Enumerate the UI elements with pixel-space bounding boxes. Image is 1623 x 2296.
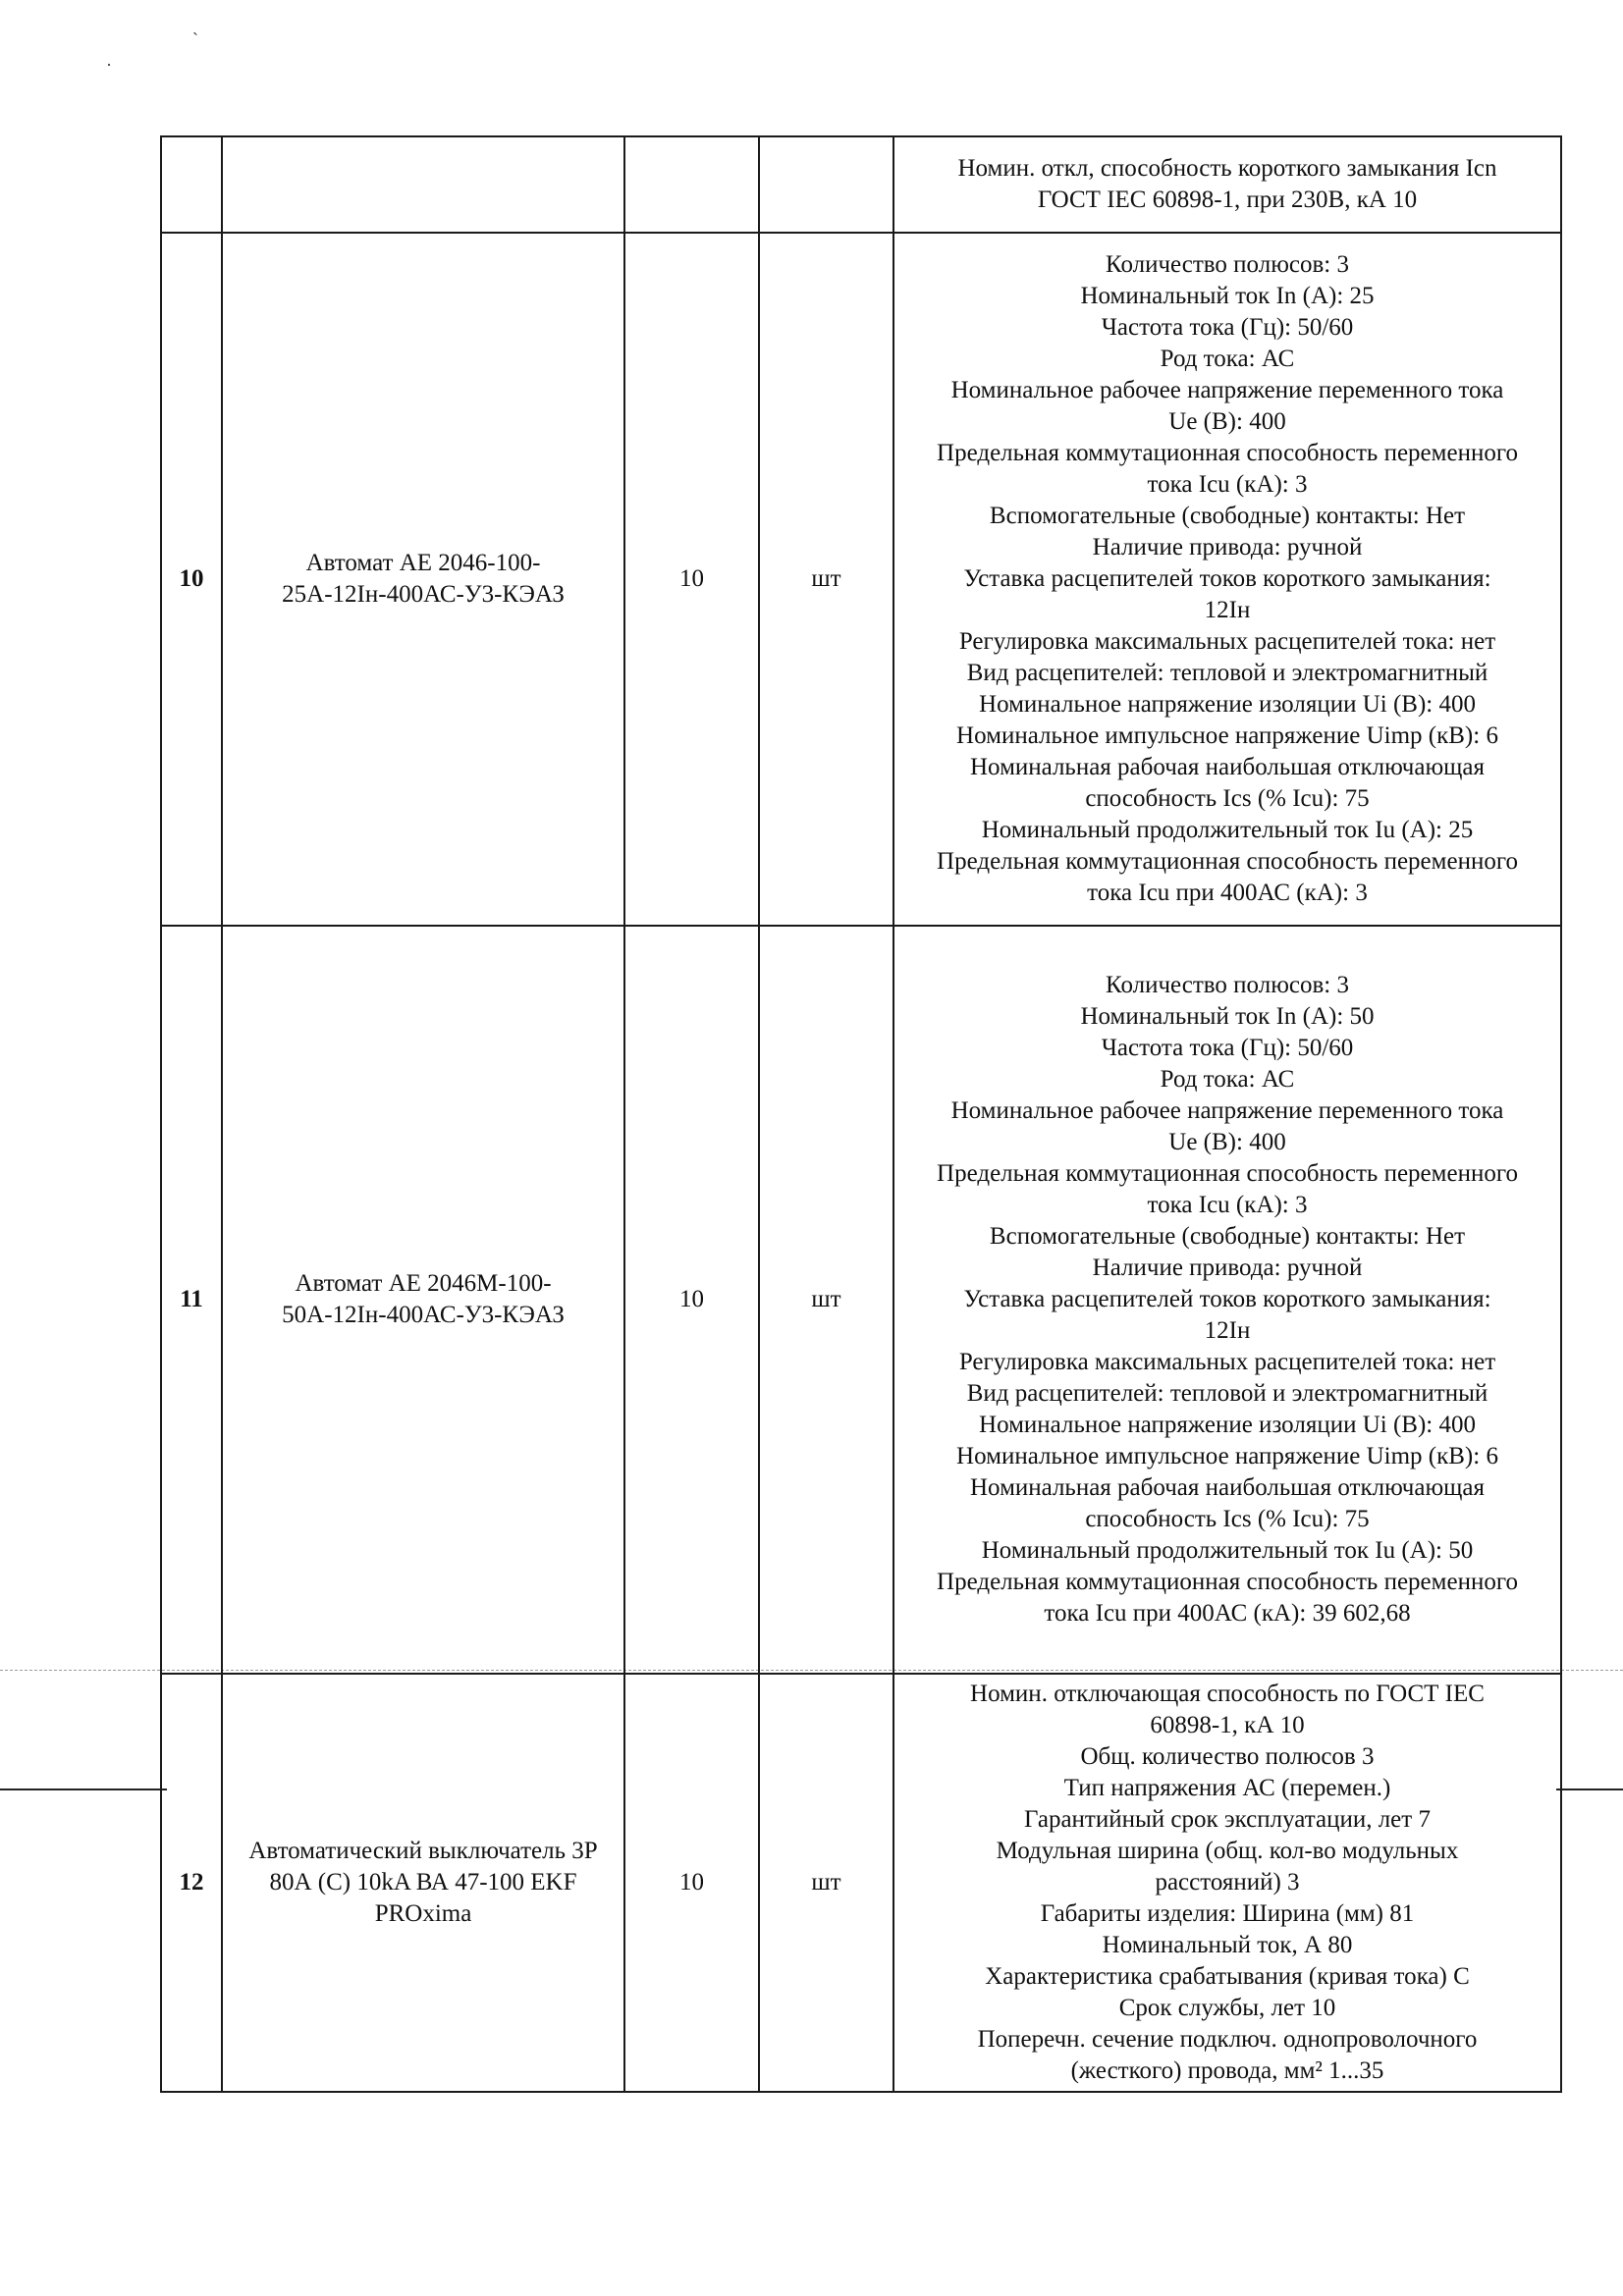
item-quantity: 10: [624, 926, 759, 1674]
spec-line: тока Icu (кА): 3: [1147, 1192, 1308, 1218]
spec-line: Номинальная рабочая наибольшая отключающая: [969, 754, 1485, 780]
table-row: [161, 926, 1561, 1674]
spec-line: Номинальное напряжение изоляции Ui (В): 400: [979, 691, 1476, 718]
spec-line: Наличие привода: ручной: [1092, 534, 1363, 561]
spec-line: Номинальное рабочее напряжение переменного тока: [950, 1097, 1504, 1124]
item-name: Автомат АЕ 2046-100-25А-12Iн-400АС-У3-КЭАЗ: [222, 233, 624, 926]
item-quantity: 10: [624, 1674, 759, 2092]
spec-line: Вспомогательные (свободные) контакты: Нет: [989, 503, 1466, 529]
spec-line: Характеристика срабатывания (кривая тока) С: [985, 1963, 1470, 1990]
row-number: 11: [161, 926, 222, 1674]
spec-line: Частота тока (Гц): 50/60: [1101, 314, 1354, 341]
spec-line: Номинальный ток, А 80: [1102, 1932, 1353, 1958]
spec-line: Ue (В): 400: [1168, 1129, 1286, 1155]
spec-line: Количество полюсов: 3: [1106, 251, 1349, 278]
table-row: [161, 1674, 1561, 2092]
item-name: Автоматический выключатель 3Р 80А (С) 10kA ВА 47-100 EKF PROxima: [222, 1674, 624, 2092]
spec-line: Номинальный продолжительный ток Iu (А): 50: [981, 1537, 1474, 1564]
spec-line: Предельная коммутационная способность переменного: [937, 440, 1518, 466]
spec-line: Номинальный продолжительный ток Iu (А): 25: [981, 817, 1474, 843]
item-name: Автомат АЕ 2046М-100-50А-12Iн-400АС-У3-КЭАЗ: [222, 926, 624, 1674]
scan-speck: ·: [106, 55, 112, 75]
spec-line: Номин. отключающая способность по ГОСТ IEC: [970, 1681, 1485, 1707]
spec-line: Тип напряжения АС (перемен.): [1063, 1775, 1391, 1801]
spec-line: Род тока: АС: [1160, 346, 1295, 372]
spec-line: Регулировка максимальных расцепителей тока: нет: [958, 628, 1496, 655]
spec-line: способность Ics (% Icu): 75: [1085, 1506, 1370, 1532]
item-specification: [893, 1674, 1561, 2092]
specification-table: [160, 135, 1562, 2093]
cell-qty: [624, 136, 759, 233]
spec-line: способность Ics (% Icu): 75: [1085, 785, 1370, 812]
spec-line: расстояний) 3: [1155, 1869, 1300, 1896]
spec-line: Предельная коммутационная способность переменного: [937, 848, 1518, 875]
cell-num: [161, 136, 222, 233]
spec-line: Уставка расцепителей токов короткого замыкания:: [963, 565, 1491, 592]
spec-line: тока Icu при 400АС (кА): 3: [1087, 880, 1368, 906]
item-quantity: 10: [624, 233, 759, 926]
scan-solid-line: [0, 1789, 167, 1790]
row-number: 12: [161, 1674, 222, 2092]
spec-line: Номинальный ток In (А): 50: [1080, 1003, 1375, 1030]
spec-line: Срок службы, лет 10: [1118, 1995, 1336, 2021]
cell-name: [222, 136, 624, 233]
spec-line: Наличие привода: ручной: [1092, 1255, 1363, 1281]
spec-line: Вид расцепителей: тепловой и электромагнитный: [966, 1380, 1488, 1407]
spec-line: Габариты изделия: Ширина (мм) 81: [1040, 1900, 1415, 1927]
item-unit: шт: [759, 926, 893, 1674]
spec-line: Номинальное импульсное напряжение Uimp (кВ): 6: [956, 722, 1498, 749]
spec-line: (жесткого) провода, мм² 1...35: [1070, 2057, 1384, 2084]
spec-line: Номин. откл, способность короткого замыкания Icn: [957, 155, 1497, 182]
spec-line: Род тока: АС: [1160, 1066, 1295, 1093]
spec-line: Номинальная рабочая наибольшая отключающая: [969, 1474, 1485, 1501]
cell-spec: [893, 136, 1561, 233]
spec-line: ГОСТ IEC 60898-1, при 230В, кА 10: [1037, 187, 1418, 213]
table-row: [161, 233, 1561, 926]
spec-line: Поперечн. сечение подключ. однопроволочного: [977, 2026, 1478, 2053]
item-unit: шт: [759, 1674, 893, 2092]
spec-line: Номинальный ток In (А): 25: [1080, 283, 1375, 309]
spec-line: тока Icu при 400АС (кА): 39 602,68: [1044, 1600, 1411, 1627]
spec-line: Количество полюсов: 3: [1106, 972, 1349, 998]
scan-solid-line: [1556, 1789, 1623, 1790]
spec-line: 12Iн: [1204, 1317, 1251, 1344]
row-number: 10: [161, 233, 222, 926]
spec-line: Номинальное рабочее напряжение переменного тока: [950, 377, 1504, 403]
spec-line: Предельная коммутационная способность переменного: [937, 1160, 1518, 1187]
spec-line: 12Iн: [1204, 597, 1251, 623]
spec-line: Ue (В): 400: [1168, 408, 1286, 435]
scan-speck: `: [192, 29, 198, 49]
spec-line: 60898-1, кА 10: [1150, 1712, 1305, 1738]
cell-unit: [759, 136, 893, 233]
spec-line: Гарантийный срок эксплуатации, лет 7: [1024, 1806, 1431, 1833]
spec-line: тока Icu (кА): 3: [1147, 471, 1308, 498]
spec-line: Уставка расцепителей токов короткого замыкания:: [963, 1286, 1491, 1312]
item-specification: [893, 233, 1561, 926]
spec-line: Предельная коммутационная способность переменного: [937, 1569, 1518, 1595]
spec-line: Общ. количество полюсов 3: [1080, 1743, 1375, 1770]
spec-line: Вид расцепителей: тепловой и электромагнитный: [966, 660, 1488, 686]
spec-line: Регулировка максимальных расцепителей тока: нет: [958, 1349, 1496, 1375]
table-row-continuation: [161, 136, 1561, 233]
spec-line: Вспомогательные (свободные) контакты: Нет: [989, 1223, 1466, 1250]
spec-line: Модульная ширина (общ. кол-во модульных: [996, 1838, 1459, 1864]
spec-line: Частота тока (Гц): 50/60: [1101, 1035, 1354, 1061]
spec-line: Номинальное напряжение изоляции Ui (В): 400: [979, 1412, 1476, 1438]
item-specification: [893, 926, 1561, 1674]
item-unit: шт: [759, 233, 893, 926]
spec-line: Номинальное импульсное напряжение Uimp (кВ): 6: [956, 1443, 1498, 1469]
